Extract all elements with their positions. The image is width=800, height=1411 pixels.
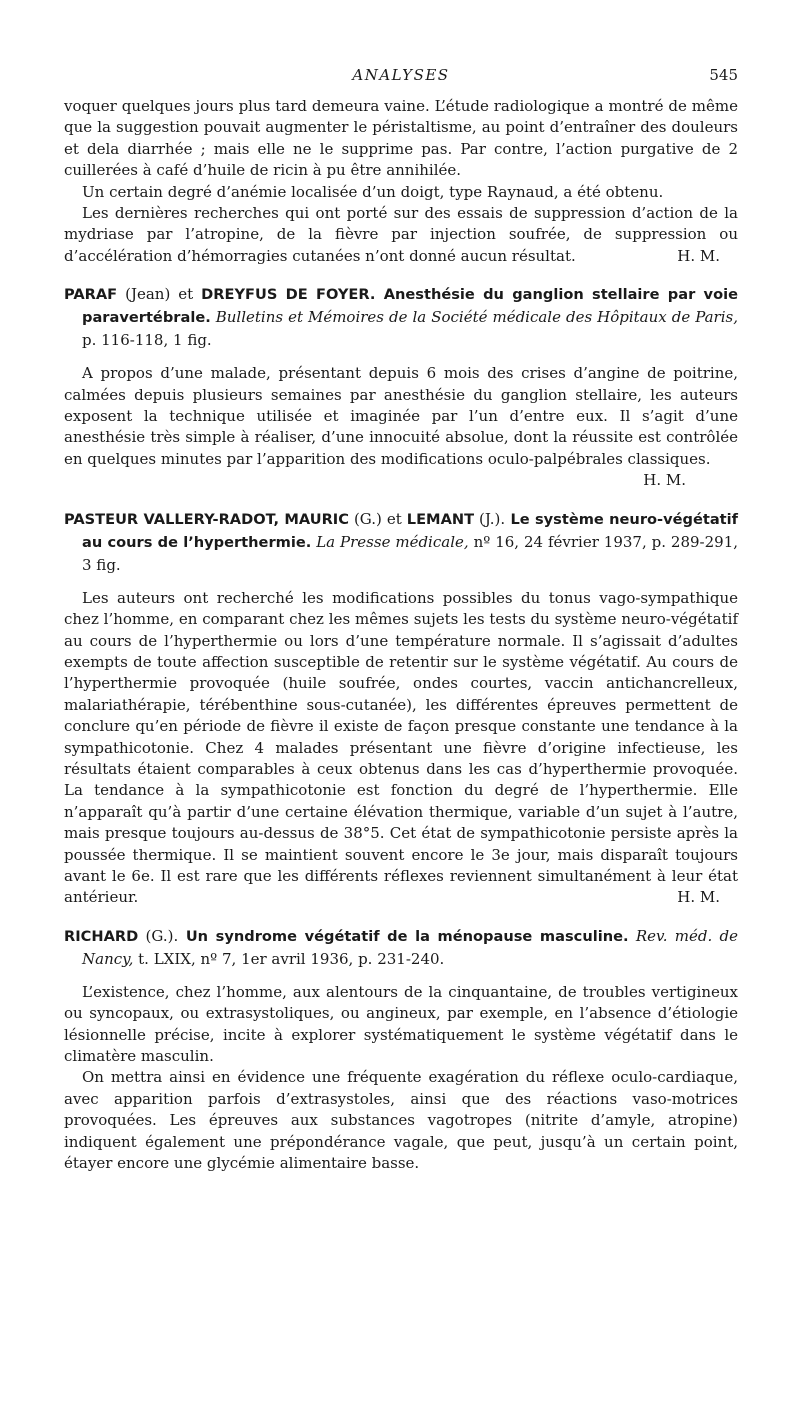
intro-signature: H. M. [677, 246, 720, 265]
entry-3-heading [64, 925, 738, 970]
entry-1-heading [64, 283, 738, 351]
entry-2-body [64, 588, 738, 909]
entry-2-title: Le système neuro-végétatif au cours de l’hyperthermie. [82, 510, 739, 551]
entry-3-title: Un syndrome végétatif de la ménopause masculine. [178, 927, 629, 945]
entry-2-source-details: nº 16, 24 février 1937, p. 289-291, 3 fig. [82, 532, 738, 574]
document-page [0, 66, 800, 1411]
entry-2-authors-c: LEMANT [406, 510, 475, 528]
entry-1-title: Anesthésie du ganglion stellaire par voie paravertébrale. [82, 286, 738, 327]
entry-2-authors-b: (G.) et [348, 509, 407, 528]
intro-section [64, 96, 738, 267]
entry-3-paragraph-2: On mettra ainsi en évidence une fréquente exagération du réflexe oculo-cardiaque, avec apparition parfois d’extrasystoles, ainsi que des réactions vaso-motrices provoquées. Les épreuves aux substances vagotropes (nitrite d’amyle, atropine) indiquent également une prépondérance vagale, que peut, jusqu’à un certain point, étayer encore une glycémie alimentaire basse. [64, 1068, 738, 1173]
entry-2-paragraph [64, 588, 738, 909]
entry-2-signature: H. M. [677, 888, 720, 907]
entry-3-authors-b: (G.). [138, 926, 179, 945]
intro-paragraph-2: Un certain degré d’anémie localisée d’un doigt, type Raynaud, a été obtenu. [82, 182, 664, 201]
entry-2-authors-a: PASTEUR VALLERY-RADOT, MAURIC [64, 510, 349, 528]
entry-2-source-journal: La Presse médicale, [311, 532, 469, 551]
entry-1-paragraph: A propos d’une malade, présentant depuis 6 mois des crises d’angine de poitrine, calmées depuis plusieurs semaines par anesthésie du ganglion stellaire, les auteurs exposent la technique utilisée et imaginée par l’un d’entre eux. Il s’agit d’une anesthésie très simple à réaliser, d’une innocuité absolue, dont la réussite est contrôlée en quelques minutes par l’apparition des modifications oculo-palpébrales classiques. [64, 364, 738, 468]
entry-1-authors-a: PARAF [64, 286, 118, 304]
entry-1-source-journal: Bulletins et Mémoires de la Société médicale des Hôpitaux de Paris, [210, 308, 738, 327]
entry-3-source-details: t. LXIX, nº 7, 1er avril 1936, p. 231-240. [133, 949, 445, 968]
intro-paragraph-1: voquer quelques jours plus tard demeura vaine. L’étude radiologique a montré de même que la suggestion pouvait augmenter le péristaltisme, au point d’entraîner des douleurs et dela diarrhée ; mais elle ne le supprime pas. Par contre, l’action purgative de 2 cuillerées à café d’huile de ricin à pu être annihilée. [64, 97, 738, 180]
entry-3-body [64, 982, 738, 1175]
intro-paragraph-3 [64, 203, 738, 267]
page-header [64, 66, 738, 96]
entry-2-paragraph-text: Les auteurs ont recherché les modifications possibles du tonus vago-sympathique chez l’homme, en comparant chez les mêmes sujets les tests du système neuro-végétatif au cours de l’hyperthermie ou lors d’une température normale. Il s’agissait d’adultes exempts de toute affection susceptible de retentir sur le système végétatif. Au cours de l’hyperthermie provoquée (huile soufrée, ondes courtes, vaccin antichancrelleux, malariathérapie, térébenthine sous-cutanée), les différentes épreuves permettent de conclure qu’en période de fièvre il existe de façon presque constante une tendance à la sympathicotonie. Chez 4 malades présentant une fièvre d’origine infectieuse, les résultats étaient comparables à ceux obtenus dans les cas d’hyperthermie provoquée. La tendance à la sympathicotonie est fonction du degré de l’hyperthermie. Elle n’apparaît qu’à partir d’une certaine élévation thermique, variable d’un sujet à l’autre, mais presque toujours au-dessus de 38°5. Cet état de sympathicotonie persiste après la poussée thermique. Il se maintient souvent encore le 3e jour, mais disparaît toujours avant le 6e. Il est rare que les différents réflexes reviennent simultanément à leur état antérieur. [64, 588, 738, 907]
entry-2-heading [64, 508, 738, 576]
entry-1-authors-c: DREYFUS DE FOYER. [201, 286, 376, 304]
running-title: ANALYSES [352, 66, 450, 84]
entry-1-authors-b: (Jean) et [117, 285, 202, 304]
entry-1-signature: H. M. [643, 471, 686, 490]
page-number: 545 [709, 66, 738, 84]
entry-3-paragraph-1: L’existence, chez l’homme, aux alentours de la cinquantaine, de troubles vertigineux ou syncopaux, ou extrasystoliques, ou angineux, par exemple, en l’absence d’étiologie lésionnelle précise, incite à explorer systématiquement le système végétatif dans le climatère masculin. [64, 982, 738, 1065]
entry-3-authors-a: RICHARD [64, 927, 139, 945]
entry-3-source-journal: Rev. méd. de Nancy, [82, 926, 738, 968]
entry-1-source-details: p. 116-118, 1 fig. [82, 331, 212, 350]
entry-2-authors-d: (J.). [474, 509, 506, 528]
intro-paragraph-3-text: Les dernières recherches qui ont porté sur des essais de suppression d’action de la mydriase par l’atropine, de la fièvre par injection soufrée, de suppression ou d’accélération d’hémorragies cutanées n’ont donné aucun résultat. [64, 204, 738, 265]
entry-1-body [64, 363, 738, 470]
